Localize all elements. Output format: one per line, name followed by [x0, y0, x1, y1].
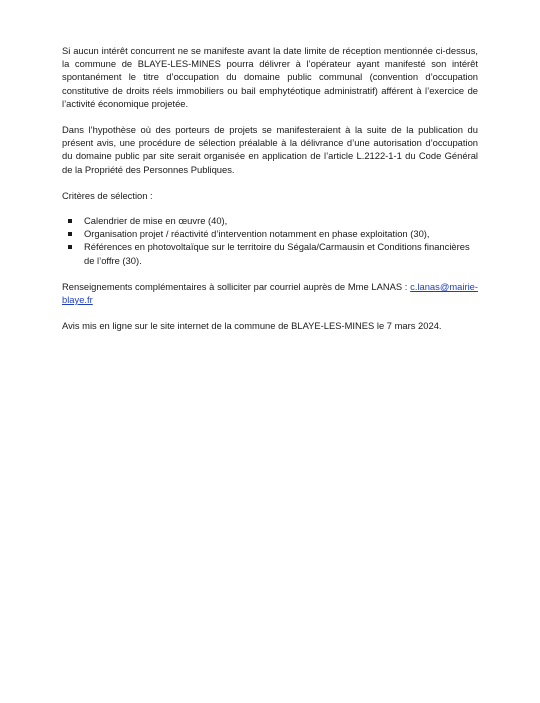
bullet-icon — [68, 245, 72, 249]
criteria-item-text: Calendrier de mise en œuvre (40), — [84, 215, 228, 227]
publication-notice: Avis mis en ligne sur le site internet de la commune de BLAYE-LES-MINES le 7 mars 2024. — [62, 320, 442, 332]
criteria-item — [62, 227, 478, 240]
contact-email-link[interactable]: c.lanas@mairie-blaye.fr — [62, 280, 478, 306]
bullet-icon — [68, 219, 72, 223]
criteria-item — [62, 214, 478, 227]
paragraph-occupation-title: Si aucun intérêt concurrent ne se manifeste avant la date limite de réception mentionnée ci-dessus, la commune de BLAYE-LES-MINES pourra délivrer à l’opérateur ayant manifesté son intérêt spontanément le titre d’occupation du domaine public communal (convention d’occupation constitutive de droits réels immobiliers ou bail emphytéotique administratif) afférent à l’exercice de l’activité économique projetée. — [62, 45, 478, 109]
criteria-heading: Critères de sélection : — [62, 189, 153, 201]
criteria-list — [62, 214, 478, 267]
criteria-item — [62, 240, 478, 266]
bullet-icon — [68, 232, 72, 236]
criteria-item-text: Références en photovoltaïque sur le territoire du Ségala/Carmausin et Conditions financières de l’offre (30). — [84, 241, 470, 266]
criteria-item-text: Organisation projet / réactivité d’intervention notamment en phase exploitation (30), — [84, 228, 430, 240]
document-page — [62, 44, 478, 332]
contact-paragraph — [62, 280, 478, 306]
paragraph-selection-procedure: Dans l’hypothèse où des porteurs de projets se manifesteraient à la suite de la publication du présent avis, une procédure de sélection préalable à la délivrance d’une autorisation d’occupation du domaine public par site serait organisée en application de l’article L.2122-1-1 du Code Général de la Propriété des Personnes Publiques. — [62, 124, 478, 175]
contact-text: Renseignements complémentaires à solliciter par courriel auprès de Mme LANAS : — [62, 280, 411, 292]
